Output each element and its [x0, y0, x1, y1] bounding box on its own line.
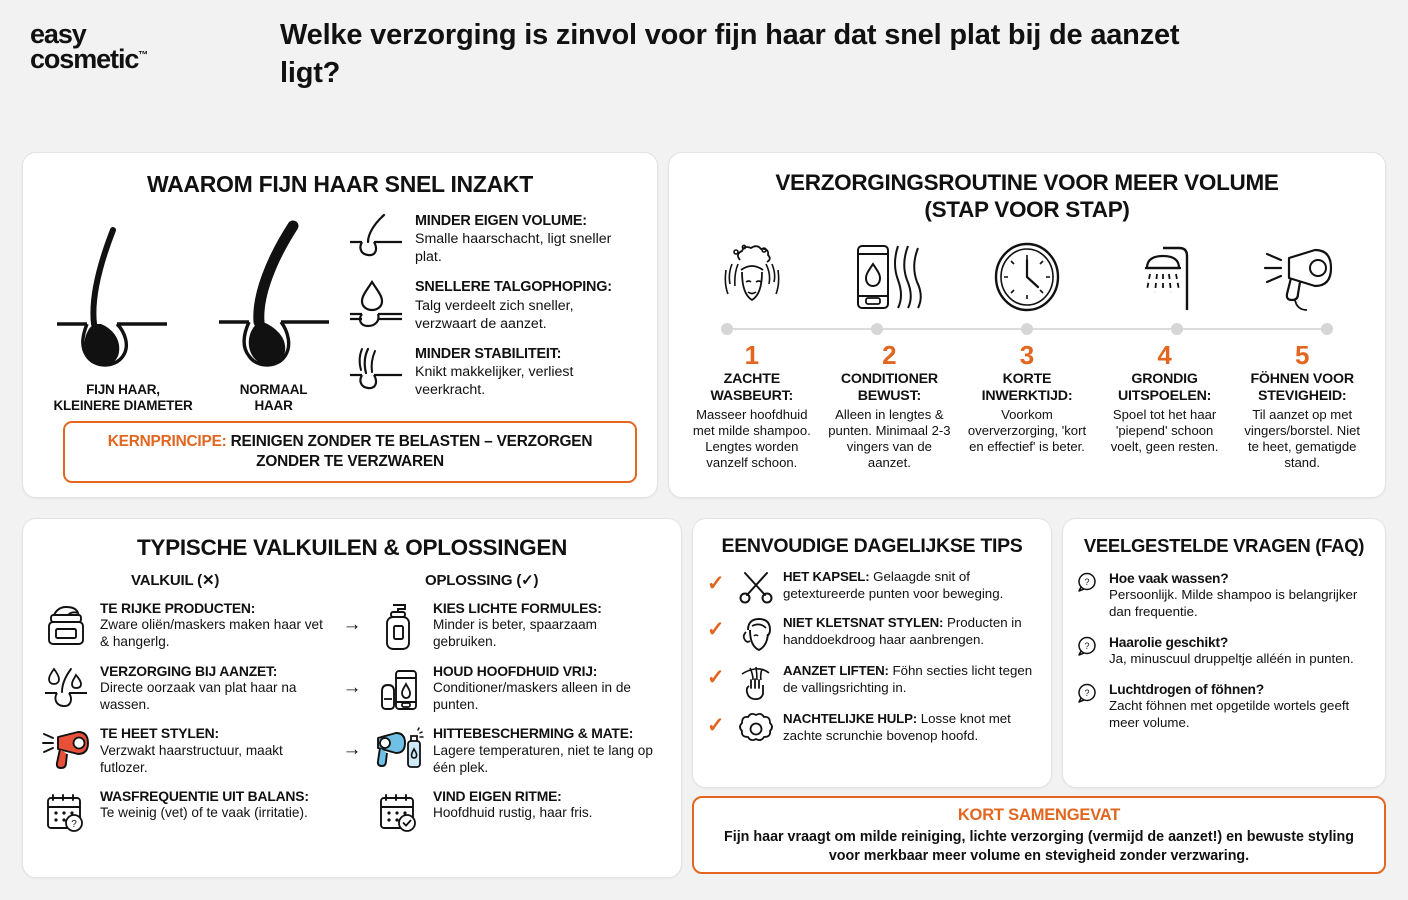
reason-title: MINDER STABILITEIT: — [415, 345, 562, 362]
reason-text — [415, 212, 637, 266]
timeline-dot — [1021, 323, 1033, 335]
panel-why-fine-hair — [22, 152, 658, 498]
pitfall-row — [41, 788, 663, 834]
check-icon: ✓ — [707, 666, 725, 689]
timeline-dot — [871, 323, 883, 335]
follicle-normal-caption-line2: HAAR — [254, 397, 293, 413]
pitfall-cell — [41, 663, 330, 714]
solution-cell — [374, 600, 663, 652]
reason-item — [347, 278, 637, 332]
faq-question: Hoe vaak wassen? — [1109, 571, 1229, 586]
product-at-roots-icon — [41, 663, 91, 709]
reason-body: Smalle haarschacht, ligt sneller plat. — [415, 231, 612, 266]
check-icon: ✓ — [707, 618, 725, 641]
calendar-question-icon — [41, 788, 91, 834]
scissors-icon — [736, 569, 776, 604]
scrunchie-bun-icon — [736, 711, 776, 746]
tip-body: Losse knot met zachte scrunchie bovenop hoofd. — [783, 711, 1011, 743]
panel-faq-title: VEELGESTELDE VRAGEN (FAQ) — [1083, 535, 1365, 556]
reason-list — [347, 206, 637, 414]
routine-icon-row — [683, 240, 1371, 314]
normal-hair-follicle-icon — [215, 220, 333, 378]
check-icon: ✓ — [707, 572, 725, 595]
solution-title: VIND EIGEN RITME: — [433, 787, 562, 804]
faq-item — [1077, 570, 1371, 621]
hot-hair-dryer-icon — [41, 725, 91, 773]
follicle-comparison-diagram — [43, 206, 343, 414]
tip-text — [783, 615, 1037, 649]
sebum-droplet-scalp-icon — [347, 278, 405, 328]
tip-title: NACHTELIJKE HULP: — [783, 711, 918, 726]
question-bubble-icon — [1077, 681, 1101, 703]
solution-cell — [374, 663, 663, 714]
header — [0, 0, 1408, 118]
pitfall-title: VERZORGING BIJ AANZET: — [100, 663, 278, 679]
panel-routine-title-line2: (STAP VOOR STAP) — [924, 197, 1130, 223]
faq-answer: Ja, minuscuul druppeltje alléén in punten. — [1109, 651, 1354, 667]
column-header-pitfall: VALKUIL (✕) — [131, 572, 220, 589]
arrow-icon: → — [342, 614, 362, 635]
clock-icon — [990, 240, 1064, 314]
reason-title: MINDER EIGEN VOLUME: — [415, 213, 587, 229]
solution-cell — [374, 725, 663, 776]
key-principle-text: REINIGEN ZONDER TE BELASTEN – VERZORGEN ZONDER TE VERZWAREN — [230, 432, 593, 470]
pitfall-cell — [41, 600, 330, 651]
solution-title: HITTEBESCHERMING & MATE: — [433, 725, 634, 742]
tip-text — [783, 663, 1037, 697]
reason-body: Knikt makkelijker, verliest veerkracht. — [415, 363, 574, 398]
faq-text — [1109, 634, 1371, 668]
faq-text — [1109, 681, 1371, 732]
pitfall-title: TE HEET STYLEN: — [100, 725, 219, 742]
calendar-check-icon — [374, 788, 424, 834]
pitfall-body: Zware oliën/maskers maken haar vet & hangerlg. — [100, 617, 323, 650]
panel-routine-title — [683, 169, 1371, 224]
pitfall-row — [41, 663, 663, 714]
step-number: 5 — [1294, 339, 1310, 370]
tip-title: HET KAPSEL: — [783, 569, 870, 584]
pitfall-title: TE RIJKE PRODUCTEN: — [100, 600, 256, 616]
step-number: 3 — [1019, 339, 1035, 370]
question-bubble-icon — [1077, 570, 1101, 592]
solution-text — [433, 663, 663, 714]
trademark-symbol: ™ — [138, 49, 149, 61]
solution-body: Conditioner/maskers alleen in de punten. — [433, 680, 631, 713]
hair-strand-follicle-icon — [347, 212, 405, 258]
reason-text — [415, 345, 637, 399]
pitfall-cell — [41, 725, 330, 776]
panel-faq — [1062, 518, 1386, 788]
panel-pitfalls — [22, 518, 682, 878]
step-title: GRONDIG UITSPOELEN: — [1117, 371, 1212, 404]
pitfalls-column-headers — [41, 571, 663, 589]
bending-hair-follicle-icon — [347, 345, 405, 391]
tip-item — [707, 569, 1037, 604]
routine-step — [1096, 339, 1234, 471]
reason-item — [347, 212, 637, 266]
follicle-fine-caption — [53, 382, 192, 414]
panel-daily-tips — [692, 518, 1052, 788]
solution-title: HOUD HOOFDHUID VRIJ: — [433, 663, 598, 679]
panel-why-title: WAAROM FIJN HAAR SNEL INZAKT — [146, 171, 533, 197]
follicle-fine — [53, 220, 192, 414]
solution-text — [433, 600, 663, 651]
faq-item — [1077, 634, 1371, 668]
solution-body: Minder is beter, spaarzaam gebruiken. — [433, 617, 597, 650]
step-number: 2 — [882, 339, 897, 370]
brand-logo-line2: cosmetic — [30, 43, 139, 74]
faq-answer: Persoonlijk. Milde shampoo is belangrijker dan frequentie. — [1109, 587, 1358, 620]
arrow-icon: → — [342, 739, 362, 761]
page-title: Welke verzorging is zinvol voor fijn haar dat snel plat bij de aanzet ligt? — [280, 19, 1180, 90]
timeline-dot — [1321, 323, 1333, 335]
step-title: CONDITIONER BEWUST: — [840, 371, 938, 404]
panel-routine-title-line1: VERZORGINGSROUTINE VOOR MEER VOLUME — [775, 170, 1279, 195]
tip-body: Producten in handdoekdroog haar aanbrengen. — [783, 615, 1022, 647]
solution-body: Hoofdhuid rustig, haar fris. — [433, 805, 593, 821]
panel-routine — [668, 152, 1386, 498]
svg-text:?: ? — [1084, 688, 1090, 698]
tube-and-jar-icon — [374, 663, 424, 713]
tip-item — [707, 615, 1037, 652]
shower-head-icon — [1125, 240, 1205, 314]
step-title: FÖHNEN VOOR STEVIGHEID: — [1250, 371, 1354, 404]
solution-text — [433, 788, 592, 822]
pitfall-text — [100, 600, 330, 651]
pitfall-cell — [41, 788, 330, 834]
follicle-fine-caption-line1: FIJN HAAR, — [86, 382, 160, 397]
routine-step — [821, 339, 959, 471]
check-icon: ✓ — [707, 714, 725, 737]
panel-tips-title: EENVOUDIGE DAGELIJKSE TIPS — [721, 535, 1023, 557]
fine-hair-follicle-icon — [53, 220, 192, 378]
svg-text:?: ? — [71, 818, 77, 830]
reason-text — [415, 278, 637, 332]
solution-body: Lagere temperaturen, niet te lang op één plek. — [433, 742, 653, 775]
step-description: Til aanzet op met vingers/borstel. Niet te heet, gematigde stand. — [1244, 407, 1361, 471]
pitfall-text — [100, 725, 330, 776]
step-description: Spoel tot het haar 'piepend' schoon voelt, geen resten. — [1110, 407, 1219, 455]
key-principle-box — [63, 421, 637, 483]
towel-dry-hair-icon — [736, 615, 776, 652]
key-principle-label: KERNPRINCIPE: — [107, 432, 227, 450]
pitfall-row — [41, 600, 663, 652]
question-bubble-icon — [1077, 634, 1101, 656]
cool-dryer-and-spray-icon — [374, 725, 424, 775]
step-title: ZACHTE WASBEURT: — [710, 371, 794, 404]
solution-cell — [374, 788, 663, 834]
tip-body: Föhn secties licht tegen de vallingsrichting in. — [783, 663, 1033, 695]
step-number: 1 — [744, 339, 760, 370]
column-header-solution: OPLOSSING (✓) — [425, 572, 539, 589]
hair-dryer-icon — [1259, 240, 1345, 314]
follicle-normal-caption-line1: NORMAAL — [239, 382, 308, 397]
pitfall-body: Directe oorzaak van plat haar na wassen. — [100, 680, 297, 713]
routine-step-list — [683, 339, 1371, 471]
pitfall-text — [100, 663, 330, 714]
reason-title: SNELLERE TALGOPHOPING: — [415, 279, 612, 296]
pump-bottle-icon — [374, 600, 424, 652]
arrow-icon: → — [342, 677, 362, 698]
lifting-roots-hand-icon — [736, 663, 776, 700]
tip-text — [783, 711, 1037, 745]
routine-step — [683, 339, 821, 471]
tip-text — [783, 569, 1037, 603]
follicle-normal-caption — [215, 382, 333, 414]
follicle-normal — [215, 220, 333, 414]
timeline-dot — [721, 323, 733, 335]
routine-timeline — [727, 322, 1327, 336]
summary-text: Fijn haar vraagt om milde reiniging, lichte verzorging (vermijd de aanzet!) en bewuste styling voor merkbaar meer volume en stevigheid zonder verzwaring. — [724, 829, 1354, 864]
pitfall-row — [41, 725, 663, 776]
routine-step — [958, 339, 1096, 471]
pitfall-text — [100, 788, 309, 822]
faq-text — [1109, 570, 1371, 621]
step-description: Masseer hoofdhuid met milde shampoo. Lengtes worden vanzelf schoon. — [692, 407, 811, 471]
step-title: KORTE INWERKTIJD: — [981, 371, 1073, 404]
conditioner-tube-icon — [846, 240, 932, 314]
tip-title: AANZET LIFTEN: — [783, 663, 889, 678]
brand-logo-line1: easy — [30, 19, 86, 49]
summary-box — [692, 796, 1386, 874]
step-description: Alleen in lengtes & punten. Minimaal 2-3 vingers van de aanzet. — [828, 407, 951, 471]
svg-text:?: ? — [1084, 640, 1090, 651]
summary-heading: KORT SAMENGEVAT — [957, 806, 1121, 824]
faq-item — [1077, 681, 1371, 732]
hair-mask-jar-icon — [41, 600, 91, 648]
timeline-dot — [1171, 323, 1183, 335]
faq-answer: Zacht föhnen met opgetilde wortels geeft meer volume. — [1109, 698, 1350, 731]
faq-question: Haarolie geschikt? — [1109, 634, 1229, 650]
faq-question: Luchtdrogen of föhnen? — [1109, 682, 1264, 697]
svg-text:?: ? — [1084, 577, 1090, 587]
pitfall-body: Te weinig (vet) of te vaak (irritatie). — [100, 805, 308, 821]
scalp-massage-icon — [714, 240, 790, 314]
tip-body: Gelaagde snit of getextureerde punten voor beweging. — [783, 569, 1004, 601]
solution-text — [433, 725, 663, 776]
brand-logo — [30, 16, 280, 73]
routine-step — [1233, 339, 1371, 471]
tip-item — [707, 711, 1037, 746]
pitfall-body: Verzwakt haarstructuur, maakt futlozer. — [100, 742, 283, 775]
pitfall-title: WASFREQUENTIE UIT BALANS: — [100, 787, 309, 804]
reason-body: Talg verdeelt zich sneller, verzwaart de aanzet. — [415, 297, 574, 332]
reason-item — [347, 345, 637, 399]
solution-title: KIES LICHTE FORMULES: — [433, 600, 602, 616]
tip-item — [707, 663, 1037, 700]
panel-pitfalls-title: TYPISCHE VALKUILEN & OPLOSSINGEN — [136, 535, 568, 560]
follicle-fine-caption-line2: KLEINERE DIAMETER — [53, 397, 193, 413]
tip-title: NIET KLETSNAT STYLEN: — [783, 615, 944, 630]
step-description: Voorkom oververzorging, 'kort en effectief' is beter. — [967, 407, 1087, 455]
step-number: 4 — [1157, 339, 1172, 370]
